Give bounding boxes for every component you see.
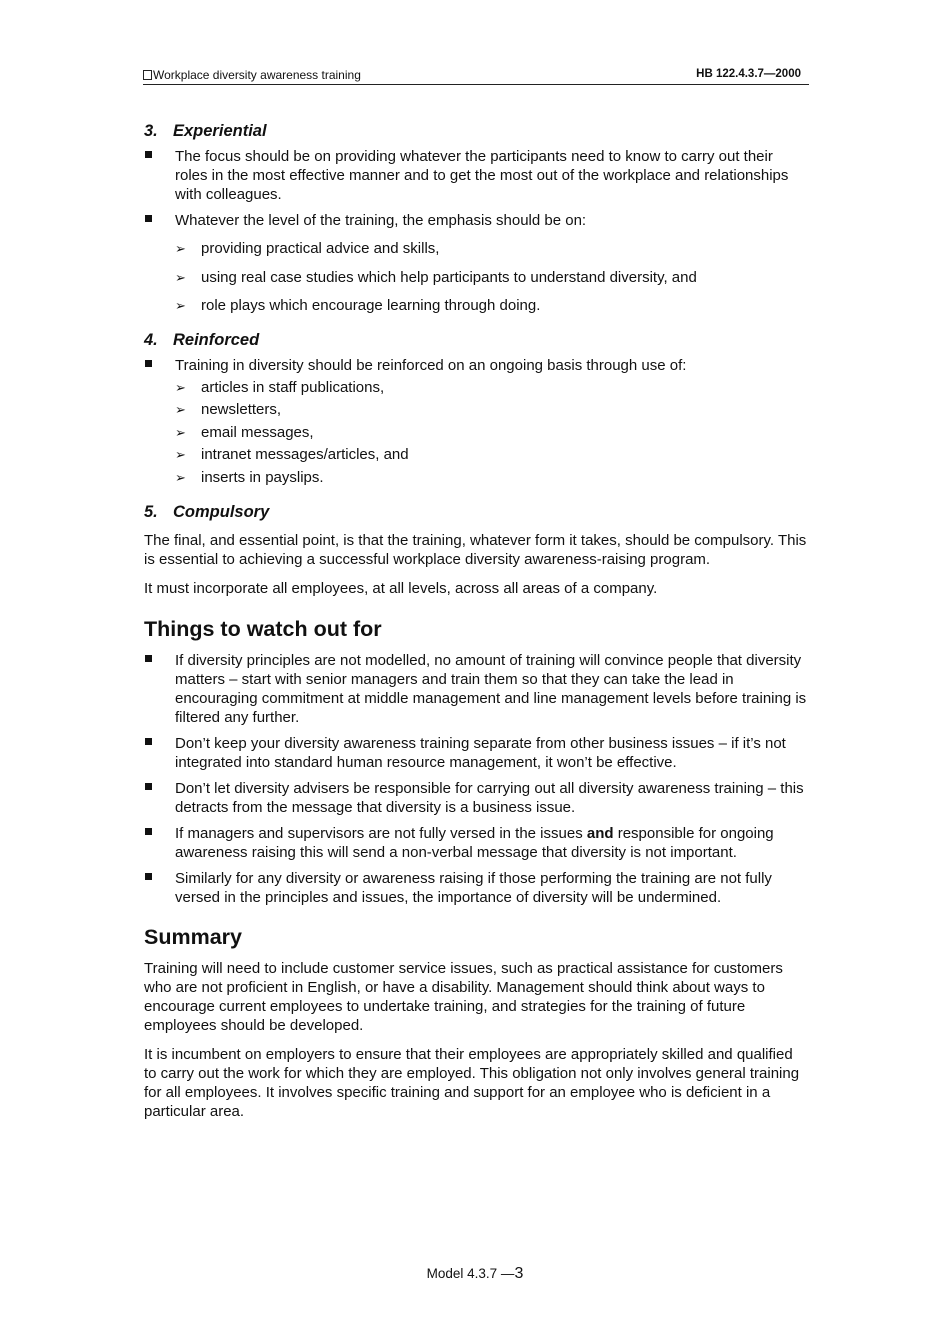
paragraph: The final, and essential point, is that the training, whatever form it takes, should be compulsory. This is essential to achieving a successful workplace diversity awareness-raising program.: [144, 531, 807, 568]
list-item-text: Don’t let diversity advisers be responsible for carrying out all diversity awareness training – this detracts from the message that diversity is a business issue.: [175, 779, 804, 816]
arrowhead-bullet-icon: ➢: [175, 424, 186, 440]
sub-list-item: [175, 468, 808, 487]
paragraph: It is incumbent on employers to ensure that their employees are appropriately skilled and qualified to carry out the work for which they are employed. This obligation not only involves general training for all employees. It involves specific training and support for an employee who is deficient in a particular area.: [144, 1045, 800, 1120]
section-4-list: [144, 356, 808, 375]
list-item: [144, 211, 808, 230]
square-bullet-icon: [145, 360, 152, 367]
square-bullet-icon: [145, 828, 152, 835]
sub-list-item-text: email messages,: [201, 423, 314, 441]
arrowhead-bullet-icon: ➢: [175, 269, 186, 285]
summary-heading: Summary: [144, 924, 242, 949]
header-title: Workplace diversity awareness training: [153, 68, 361, 82]
arrowhead-bullet-icon: ➢: [175, 298, 186, 313]
section-number: 5.: [144, 502, 158, 521]
section-title: Reinforced: [173, 331, 260, 349]
list-item-text: If diversity principles are not modelled, no amount of training will convince people that diversity matters – start with senior managers and train them so that they can take the lead in encouraging commitment at middle management and line management levels before training is filtered any further.: [175, 651, 807, 726]
square-bullet-icon: [145, 873, 152, 880]
list-item: [144, 824, 808, 862]
sub-list-item-text: inserts in payslips.: [201, 468, 324, 486]
list-item: [144, 779, 808, 817]
square-bullet-icon: [145, 151, 152, 158]
page-number: 3: [514, 1265, 524, 1282]
sub-list-item: [175, 445, 808, 464]
paragraph: It must incorporate all employees, at all levels, across all areas of a company.: [144, 579, 658, 597]
list-item-text: Don’t keep your diversity awareness training separate from other business issues – if it’s not integrated into standard human resource management, it won’t be effective.: [175, 734, 786, 771]
list-item: [144, 734, 808, 772]
square-bullet-icon: [145, 655, 152, 662]
arrowhead-bullet-icon: ➢: [175, 447, 186, 463]
arrowhead-bullet-icon: ➢: [175, 380, 186, 395]
main-content: [144, 122, 808, 1130]
section-3-sublist: [144, 239, 808, 315]
header-left: [143, 68, 361, 82]
section-5-heading: [144, 503, 808, 522]
square-bullet-icon: [145, 738, 152, 745]
arrowhead-bullet-icon: ➢: [175, 469, 186, 485]
page-footer: [0, 1265, 950, 1283]
sub-list-item: [175, 378, 808, 397]
sub-list-item-text: articles in staff publications,: [201, 379, 385, 396]
section-title: Compulsory: [173, 502, 270, 521]
sub-list-item-text: using real case studies which help participants to understand diversity, and: [201, 268, 697, 286]
sub-list-item-text: providing practical advice and skills,: [201, 240, 440, 257]
square-bullet-icon: [145, 783, 152, 790]
list-item-text: Training in diversity should be reinforced on an ongoing basis through use of:: [175, 357, 687, 374]
section-3-heading: [144, 122, 808, 141]
sub-list-item: [175, 423, 808, 442]
watch-out-heading: Things to watch out for: [144, 616, 382, 641]
list-item: [144, 147, 808, 204]
bold-text: and: [586, 824, 614, 842]
sub-list-item: [175, 400, 808, 419]
checkbox-icon: [143, 70, 152, 80]
sub-list-item-text: role plays which encourage learning through doing.: [201, 297, 541, 314]
header-document-code: HB 122.4.3.7—2000: [696, 68, 801, 80]
section-number: 3.: [144, 122, 158, 140]
arrowhead-bullet-icon: ➢: [175, 402, 186, 418]
list-item-text: [175, 825, 774, 861]
running-header: [143, 66, 809, 85]
list-item-text: Whatever the level of the training, the emphasis should be on:: [175, 212, 587, 229]
section-title: Experiential: [173, 122, 267, 140]
watch-out-list: [144, 651, 808, 907]
square-bullet-icon: [145, 215, 152, 222]
text-run: If managers and supervisors are not fully versed in the issues: [175, 824, 587, 842]
section-3-list: [144, 147, 808, 230]
text-run: responsible for ongoing awareness raising this will send a non-verbal message that diversity is not important.: [175, 824, 774, 861]
list-item: [144, 869, 808, 907]
section-4-heading: [144, 331, 808, 350]
paragraph: Training will need to include customer service issues, such as practical assistance for customers who are not proficient in English, or have a disability. Management should think about ways to encourage current employees to undertake training, and strategies for the training of future employees should be developed.: [144, 959, 783, 1034]
arrowhead-bullet-icon: ➢: [175, 241, 186, 256]
list-item-text: The focus should be on providing whatever the participants need to know to carry out their roles in the most effective manner and to get the most out of the workplace and relationships with colleagues.: [175, 148, 789, 203]
section-4-sublist: [144, 378, 808, 487]
footer-model-label: Model 4.3.7 —: [426, 1266, 515, 1281]
list-item: [144, 356, 808, 375]
sub-list-item-text: newsletters,: [201, 401, 282, 419]
sub-list-item: [175, 268, 808, 287]
list-item: [144, 651, 808, 727]
section-number: 4.: [144, 331, 158, 349]
list-item-text: Similarly for any diversity or awareness raising if those performing the training are not fully versed in the principles and issues, the importance of diversity will be undermined.: [175, 869, 772, 906]
sub-list-item-text: intranet messages/articles, and: [201, 446, 409, 464]
sub-list-item: [175, 296, 808, 315]
sub-list-item: [175, 239, 808, 258]
